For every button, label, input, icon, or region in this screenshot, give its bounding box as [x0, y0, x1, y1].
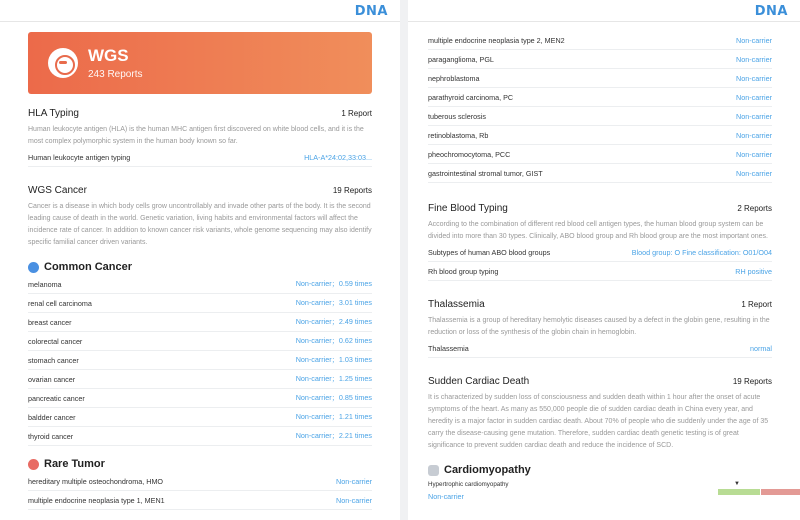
section-title: Thalassemia	[428, 299, 485, 310]
row-label: gastrointestinal stromal tumor, GIST	[428, 168, 543, 178]
row-label: nephroblastoma	[428, 73, 480, 83]
hla-section-header[interactable]	[28, 108, 372, 119]
row-value: Non-carrier；0.59 times	[295, 279, 372, 288]
section-description: Cancer is a disease in which body cells grow uncontrollably and invade other parts of the body. It is the second leading cause of death in the world. Genetic variation, living habits and environmental factors will affect the incidence rate of cancer. In addition to known cancer risk variants, whole genome sequencing may also identify specific familial cancer driven variants.	[28, 203, 372, 246]
banner-subtitle: 243 Reports	[88, 69, 143, 80]
row-value: Non-carrier	[736, 130, 772, 140]
row-value: Non-carrier；0.85 times	[295, 393, 372, 402]
tumor-row[interactable]	[428, 126, 772, 145]
section-title: Fine Blood Typing	[428, 203, 508, 214]
row-label: baldder cancer	[28, 412, 76, 422]
cancer-row[interactable]	[28, 370, 372, 389]
row-label: pancreatic cancer	[28, 393, 85, 403]
tumor-row[interactable]	[428, 50, 772, 69]
report-count: 1 Report	[341, 109, 372, 118]
report-count: 19 Reports	[732, 377, 772, 386]
row-value: Non-carrier；1.25 times	[295, 374, 372, 383]
row-label: renal cell carcinoma	[28, 298, 92, 308]
row-label: stomach cancer	[28, 355, 79, 365]
common-cancer-header	[28, 261, 372, 273]
cancer-row[interactable]	[28, 408, 372, 427]
scd-header[interactable]	[428, 376, 772, 387]
report-count: 19 Reports	[332, 186, 372, 195]
row-label: ovarian cancer	[28, 374, 76, 384]
row-label: melanoma	[28, 279, 62, 289]
category-title: Rare Tumor	[44, 458, 105, 470]
row-value: Non-carrier；1.03 times	[295, 355, 372, 364]
row-label: colorectal cancer	[28, 336, 83, 346]
tumor-row[interactable]	[28, 491, 372, 510]
cancer-row[interactable]	[28, 313, 372, 332]
blood-section-header[interactable]	[428, 203, 772, 214]
report-count: 2 Reports	[737, 204, 772, 213]
row-label: thyroid cancer	[28, 431, 74, 441]
row-value: normal	[750, 343, 772, 353]
wgs-banner[interactable]	[28, 32, 372, 94]
tumor-row[interactable]	[428, 88, 772, 107]
cancer-row[interactable]	[28, 351, 372, 370]
risk-bar-low	[718, 489, 760, 495]
tumor-icon	[28, 459, 39, 470]
cancer-row[interactable]	[28, 389, 372, 408]
section-description: Human leukocyte antigen (HLA) is the human MHC antigen first discovered on white blood cells, and it is the most complex polymorphic system in the human body known so far.	[28, 126, 364, 145]
row-label: multiple endocrine neoplasia type 2, MEN2	[428, 35, 565, 45]
section-description: According to the combination of different red blood cell antigen types, the human blood group system can be divided into more than 30 types. Clinically, ABO blood group and Rh blood group are the most important ones.	[428, 221, 768, 240]
result-row[interactable]	[428, 243, 772, 262]
section-title: Sudden Cardiac Death	[428, 376, 530, 387]
row-value: HLA-A*24:02,33:03...	[304, 152, 372, 162]
row-value: RH positive	[735, 266, 772, 276]
section-title: HLA Typing	[28, 108, 79, 119]
top-bar	[0, 0, 400, 22]
row-value: Non-carrier；0.62 times	[295, 336, 372, 345]
row-label: Thalassemia	[428, 343, 469, 353]
globe-icon	[28, 262, 39, 273]
brand-logo: DNA	[354, 4, 388, 19]
row-label: Human leukocyte antigen typing	[28, 152, 131, 162]
row-value: Non-carrier；1.21 times	[295, 412, 372, 421]
cardiomyopathy-row[interactable]	[428, 478, 772, 506]
tumor-row[interactable]	[428, 145, 772, 164]
risk-marker-icon: ▼	[734, 481, 740, 487]
row-value: Non-carrier；3.01 times	[295, 298, 372, 307]
wgs-cancer-header[interactable]	[28, 185, 372, 196]
brand-logo: DNA	[754, 4, 788, 19]
banner-title: WGS	[88, 46, 129, 65]
top-bar	[408, 0, 800, 22]
row-value: Non-carrier	[736, 35, 772, 45]
cardiomyopathy-header	[428, 464, 772, 476]
row-label: Subtypes of human ABO blood groups	[428, 247, 551, 257]
row-value: Non-carrier	[336, 495, 372, 505]
result-row[interactable]	[428, 262, 772, 281]
result-row[interactable]	[28, 148, 372, 167]
tumor-row[interactable]	[28, 472, 372, 491]
row-value: Non-carrier	[736, 92, 772, 102]
row-label: tuberous sclerosis	[428, 111, 486, 121]
tumor-row[interactable]	[428, 31, 772, 50]
cancer-row[interactable]	[28, 332, 372, 351]
row-value: Non-carrier	[736, 73, 772, 83]
dna-icon	[48, 48, 78, 78]
row-label: pheochromocytoma, PCC	[428, 149, 511, 159]
row-value: Non-carrier	[336, 476, 372, 486]
section-description: Thalassemia is a group of hereditary hemolytic diseases caused by a defect in the globin gene, resulting in the reduction or loss of the synthesis of the globin chain in hemoglobin.	[428, 317, 770, 336]
row-value: Non-carrier	[736, 111, 772, 121]
category-title: Cardiomyopathy	[444, 464, 531, 476]
tumor-row[interactable]	[428, 164, 772, 183]
section-description: It is characterized by sudden loss of consciousness and sudden death within 1 hour after the onset of acute symptoms of the heart. As many as 550,000 people die of sudden cardiac death in China every year, and heredity is a major factor in sudden cardiac death. About 70% of people who die suddenly under the age of 35 carry the disease-causing gene mutation. Therefore, sudden cardiac death genetic testing is of great significance to prevent sudden cardiac death and reduce the incidence of SCD.	[428, 394, 769, 449]
cancer-row[interactable]	[28, 427, 372, 446]
row-label: parathyroid carcinoma, PC	[428, 92, 514, 102]
right-page	[400, 0, 800, 520]
tumor-row[interactable]	[428, 107, 772, 126]
row-label: breast cancer	[28, 317, 72, 327]
row-label: paraganglioma, PGL	[428, 54, 494, 64]
cancer-row[interactable]	[28, 275, 372, 294]
category-title: Common Cancer	[44, 261, 133, 273]
row-value: Blood group: O Fine classification: O01/O04	[631, 247, 772, 257]
row-label: multiple endocrine neoplasia type 1, MEN1	[28, 495, 165, 505]
report-count: 1 Report	[741, 300, 772, 309]
row-value: Non-carrier	[428, 492, 464, 501]
row-label: Hypertrophic cardiomyopathy	[428, 481, 509, 488]
row-value: Non-carrier；2.49 times	[295, 317, 372, 326]
section-title: WGS Cancer	[28, 185, 87, 196]
risk-bar-high	[761, 489, 800, 495]
thalassemia-header[interactable]	[428, 299, 772, 310]
row-value: Non-carrier；2.21 times	[295, 431, 372, 440]
cancer-row[interactable]	[28, 294, 372, 313]
row-value: Non-carrier	[736, 149, 772, 159]
row-label: Rh blood group typing	[428, 266, 499, 276]
rare-tumor-header	[28, 458, 372, 470]
row-value: Non-carrier	[736, 54, 772, 64]
row-value: Non-carrier	[736, 168, 772, 178]
tumor-row[interactable]	[428, 69, 772, 88]
result-row[interactable]	[428, 339, 772, 358]
row-label: retinoblastoma, Rb	[428, 130, 489, 140]
row-label: hereditary multiple osteochondroma, HMO	[28, 476, 164, 486]
heart-shield-icon	[428, 465, 439, 476]
